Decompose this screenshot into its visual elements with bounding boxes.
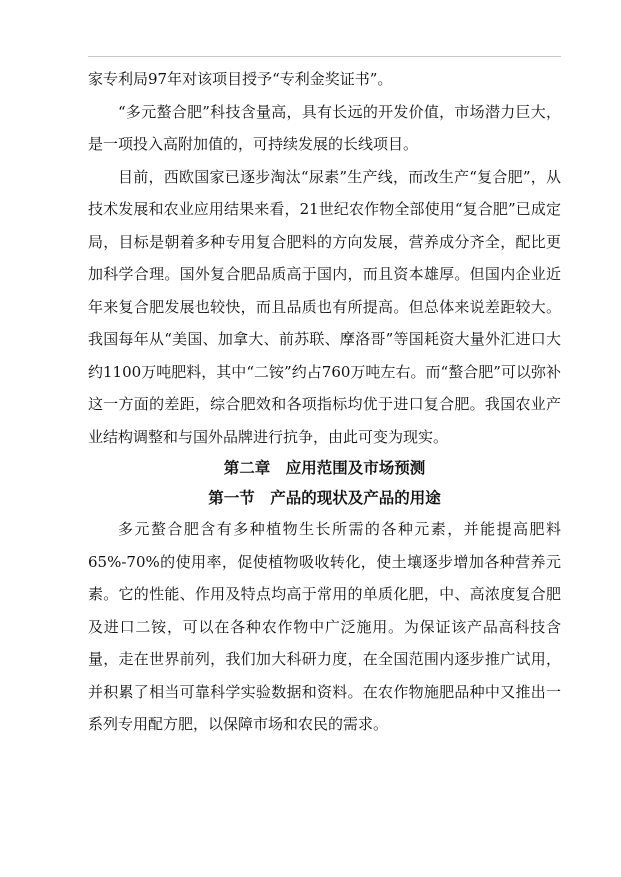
header-rule <box>88 56 561 57</box>
body-paragraph: 目前，西欧国家已逐步淘汰“尿素”生产线，而改生产“复合肥”，从技术发展和农业应用结果来看，21世纪农作物全部使用“复合肥”已成定局，目标是朝着多种专用复合肥料的方向发展，营养成分齐全，配比更加科学合理。国外复合肥品质高于国内，而且资本雄厚。但国内企业近年来复合肥发展也较快，而且品质也有所提高。但总体来说差距较大。我国每年从“美国、加拿大、前苏联、摩洛哥”等国耗资大量外汇进口大约1100万吨肥料，其中“二铵”约占760万吨左右。而“螯合肥”可以弥补这一方面的差距，综合肥效和各项指标均优于进口复合肥。我国农业产业结构调整和与国外品牌进行抗争，由此可变为现实。 <box>88 167 561 446</box>
chapter-title: 第二章 应用范围及市场预测 <box>223 458 426 477</box>
body-paragraph: “多元螯合肥”科技含量高，具有长远的开发价值，市场潜力巨大，是一项投入高附加值的，可持续发展的长线项目。 <box>88 102 561 153</box>
section-title: 第一节 产品的现状及产品的用途 <box>208 488 441 507</box>
document-page <box>88 63 561 741</box>
body-paragraph-continued: 家专利局97年对该项目授予“专利金奖证书”。 <box>88 70 393 88</box>
body-paragraph: 多元螯合肥含有多种植物生长所需的各种元素，并能提高肥料65%-70%的使用率，促使植物吸收转化，使土壤逐步增加各种营养元素。它的性能、作用及特点均高于常用的单质化肥，中、高浓度复合肥及进口二铵，可以在各种农作物中广泛施用。为保证该产品高科技含量，走在世界前列，我们加大科研力度，在全国范围内逐步推广试用，并积累了相当可靠科学实验数据和资料。在农作物施肥品种中又推出一系列专用配方肥，以保障市场和农民的需求。 <box>88 520 561 733</box>
